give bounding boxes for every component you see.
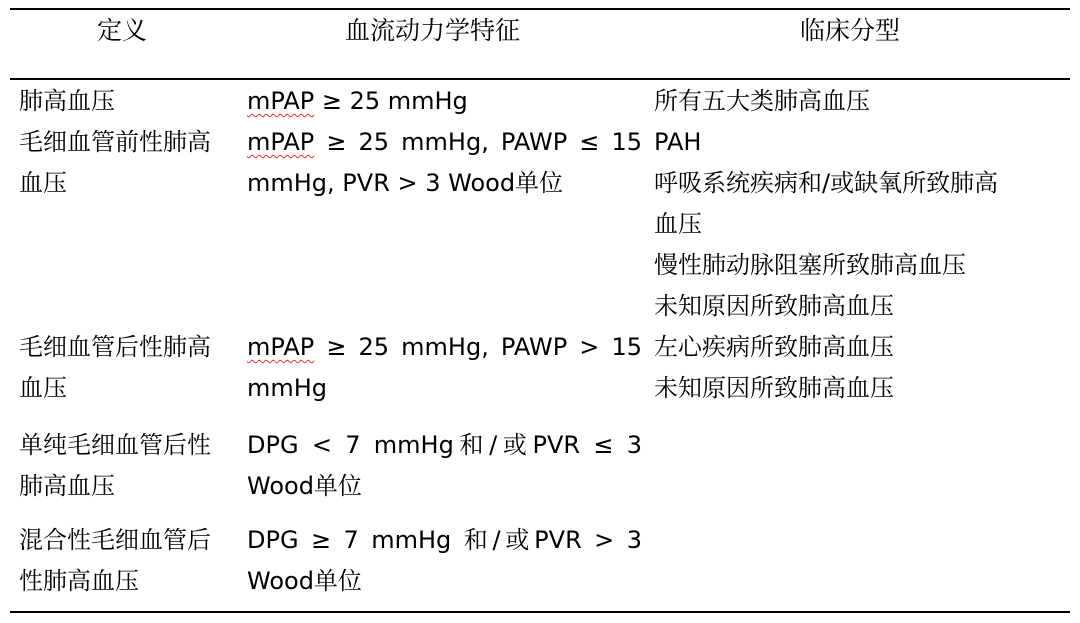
- clinical-line: PAH: [654, 128, 702, 156]
- definition-cell: 毛细血管后性肺高血压: [19, 333, 211, 402]
- column-header-definition: 定义: [97, 16, 148, 45]
- hemodynamics-text: ≥ 25 mmHg: [314, 87, 468, 115]
- hemodynamics-cell: [247, 425, 642, 507]
- hemodynamics-text: DPG < 7 mmHg和/或PVR ≤ 3 Wood单位: [247, 431, 642, 500]
- table-header-rule: [10, 78, 1070, 80]
- definition-cell: 单纯毛细血管后性肺高血压: [19, 431, 211, 500]
- mpap-term: mPAP: [247, 333, 315, 361]
- definition-cell: 肺高血压: [19, 87, 115, 115]
- clinical-line: 血压: [654, 210, 702, 238]
- clinical-line: 未知原因所致肺高血压: [654, 292, 894, 320]
- clinical-line: 所有五大类肺高血压: [654, 87, 870, 115]
- clinical-line: 呼吸系统疾病和/或缺氧所致肺高: [654, 169, 999, 197]
- hemodynamics-cell: [247, 327, 642, 409]
- clinical-line: 未知原因所致肺高血压: [654, 374, 894, 402]
- column-header-clinical: 临床分型: [800, 16, 901, 45]
- clinical-line: 左心疾病所致肺高血压: [654, 333, 894, 361]
- hemodynamics-cell: [247, 81, 642, 122]
- definition-cell: 毛细血管前性肺高血压: [19, 128, 211, 197]
- clinical-cell: [654, 327, 1070, 409]
- clinical-cell: [654, 122, 1070, 327]
- hemodynamics-text: ≥ 25 mmHg, PAWP > 15 mmHg: [247, 333, 642, 402]
- hemodynamics-text: ≥ 25 mmHg, PAWP ≤ 15 mmHg, PVR > 3 Wood单位: [247, 128, 642, 197]
- mpap-term: mPAP: [247, 128, 315, 156]
- hemodynamics-cell: [247, 520, 642, 602]
- clinical-line: 慢性肺动脉阻塞所致肺高血压: [654, 251, 966, 279]
- column-header-hemodynamics: 血流动力学特征: [345, 16, 521, 45]
- clinical-cell: [654, 81, 1070, 122]
- table-bottom-rule: [10, 611, 1070, 613]
- table-top-rule: [10, 8, 1070, 10]
- hemodynamics-cell: [247, 122, 642, 204]
- mpap-term: mPAP: [247, 87, 315, 115]
- definition-cell: 混合性毛细血管后性肺高血压: [19, 526, 211, 595]
- hemodynamics-text: DPG ≥ 7 mmHg 和/或PVR > 3 Wood单位: [247, 526, 642, 595]
